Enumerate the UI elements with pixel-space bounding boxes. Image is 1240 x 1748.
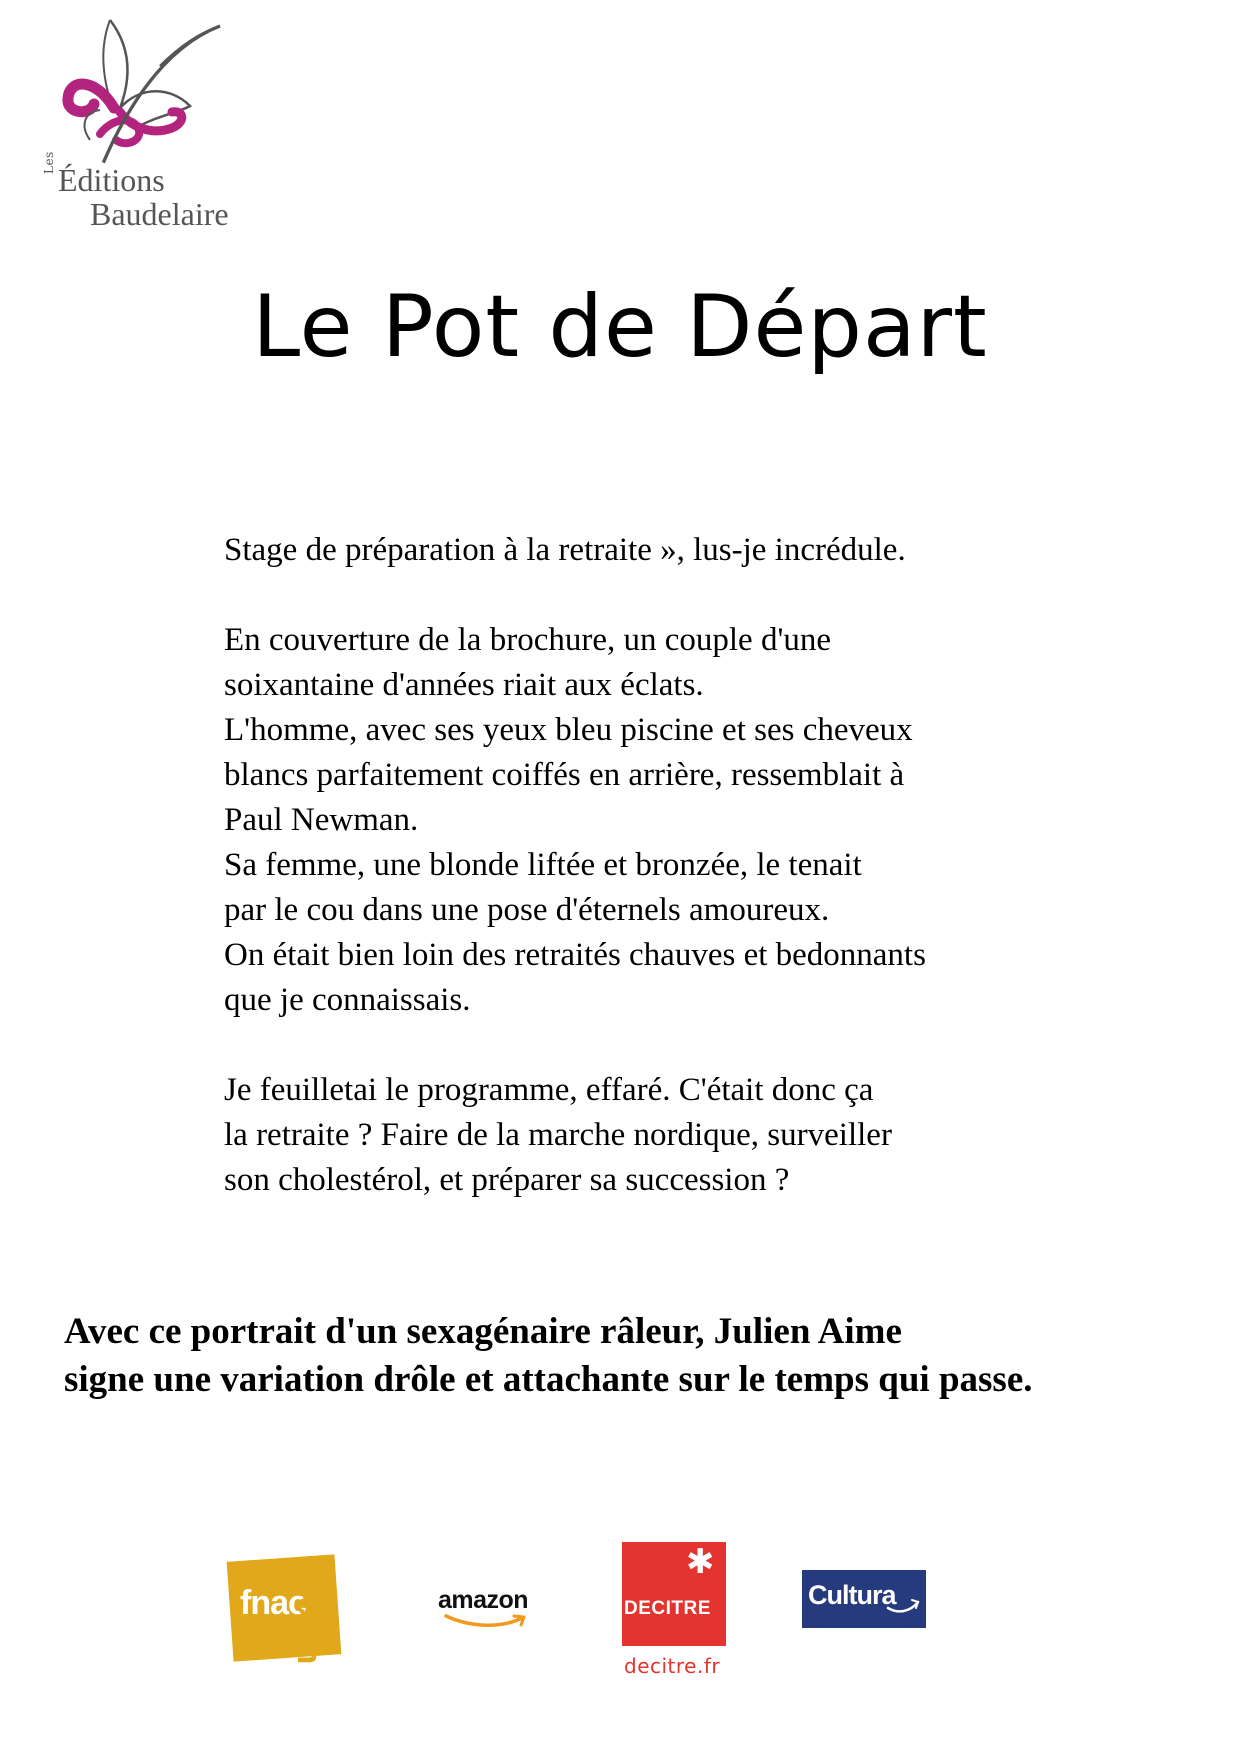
fnac-logo-text: fnac xyxy=(240,1584,306,1622)
cultura-logo-text: Cultura xyxy=(808,1580,896,1610)
excerpt-line: son cholestérol, et préparer sa succession ? xyxy=(224,1162,790,1198)
fnac-link[interactable] xyxy=(230,1548,360,1668)
decitre-link[interactable] xyxy=(622,1542,726,1692)
fnac-logo-suffix: .com xyxy=(290,1588,328,1664)
excerpt-line: blancs parfaitement coiffés en arrière, ressemblait à xyxy=(224,757,905,793)
excerpt-paragraph-2 xyxy=(224,618,1124,1023)
publisher-logo xyxy=(40,16,250,246)
excerpt-line: On était bien loin des retraités chauves et bedonnants xyxy=(224,937,926,973)
amazon-smile-icon xyxy=(442,1612,532,1628)
excerpt-paragraph-1 xyxy=(224,528,1124,573)
excerpt-line: Sa femme, une blonde liftée et bronzée, le tenait xyxy=(224,847,862,883)
amazon-link[interactable] xyxy=(438,1586,538,1636)
book-blurb xyxy=(64,1308,1214,1404)
excerpt-line: Stage de préparation à la retraite », lus-je incrédule. xyxy=(224,532,906,568)
excerpt-line: Je feuilletai le programme, effaré. C'était donc ça xyxy=(224,1072,874,1108)
excerpt-line: Paul Newman. xyxy=(224,802,419,838)
excerpt-line: L'homme, avec ses yeux bleu piscine et ses cheveux xyxy=(224,712,913,748)
logo-editions-text: Éditions xyxy=(58,162,165,198)
cultura-swoosh-icon xyxy=(886,1594,920,1614)
excerpt-line: que je connaissais. xyxy=(224,982,471,1018)
excerpt-line: la retraite ? Faire de la marche nordique, surveiller xyxy=(224,1117,892,1153)
logo-baudelaire-text: Baudelaire xyxy=(90,196,229,232)
quill-icon xyxy=(60,16,260,166)
cultura-link[interactable] xyxy=(802,1570,926,1628)
excerpt-paragraph-3 xyxy=(224,1068,1124,1203)
decitre-logo-text: DECITRE xyxy=(624,1598,711,1619)
decitre-url-text: decitre.fr xyxy=(624,1654,721,1678)
book-excerpt xyxy=(224,528,1124,1248)
retailer-links xyxy=(0,1530,1240,1690)
excerpt-line: soixantaine d'années riait aux éclats. xyxy=(224,667,704,703)
decitre-star-icon: ✱ xyxy=(686,1542,715,1582)
page-title: Le Pot de Départ xyxy=(252,277,988,377)
logo-small-text: Les xyxy=(42,151,56,174)
excerpt-line: par le cou dans une pose d'éternels amoureux. xyxy=(224,892,830,928)
excerpt-line: En couverture de la brochure, un couple d'une xyxy=(224,622,832,658)
blurb-line: signe une variation drôle et attachante sur le temps qui passe. xyxy=(64,1359,1033,1400)
blurb-line: Avec ce portrait d'un sexagénaire râleur, Julien Aime xyxy=(64,1311,902,1352)
amazon-logo-text: amazon xyxy=(438,1586,529,1614)
